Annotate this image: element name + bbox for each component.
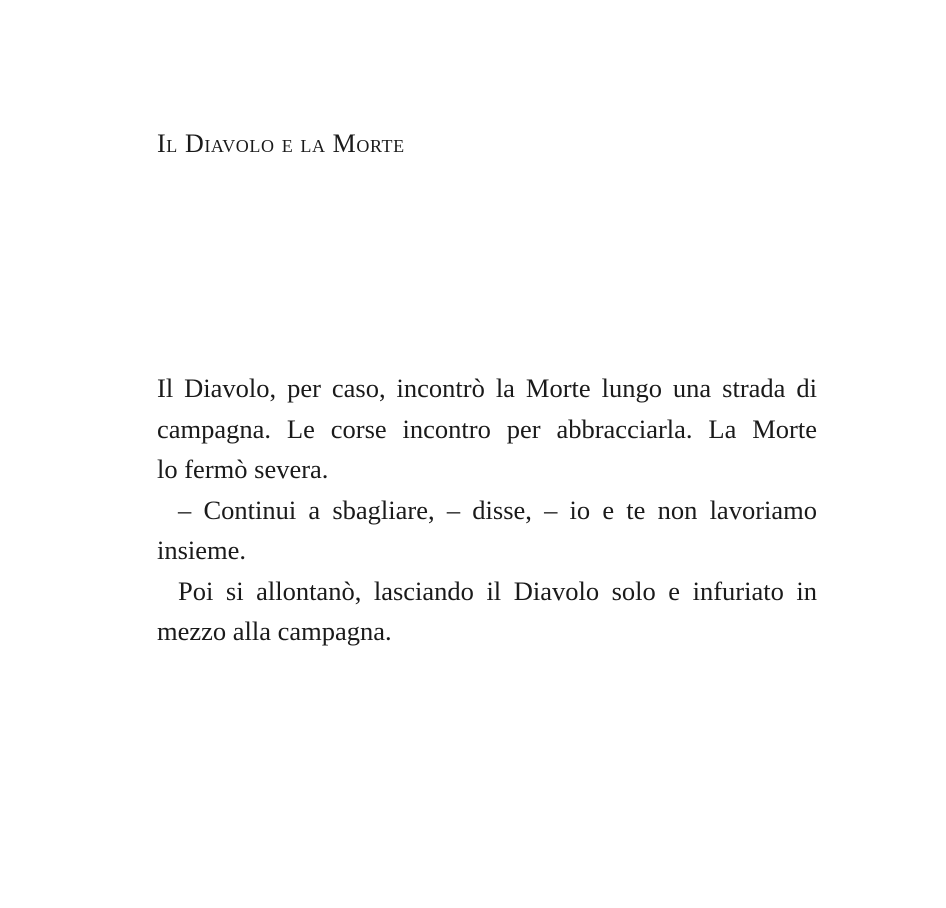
text-line: lo fermò severa.: [157, 454, 329, 484]
text-line: campagna. Le corse incontro per abbracciarla. La Morte: [157, 413, 817, 444]
text-line: insieme.: [157, 535, 247, 565]
story-body: [157, 368, 817, 652]
text-line: Il Diavolo, per caso, incontrò la Morte lungo una strada di: [157, 373, 817, 403]
page-title: Il Diavolo e la Morte: [157, 129, 405, 158]
text-line: mezzo alla campagna.: [157, 616, 392, 646]
dialogue-line: – Continui a sbagliare, – disse, – io e te non lavoriamo: [178, 494, 817, 525]
text-line: Poi si allontanò, lasciando il Diavolo solo e infuriato in: [178, 575, 817, 606]
